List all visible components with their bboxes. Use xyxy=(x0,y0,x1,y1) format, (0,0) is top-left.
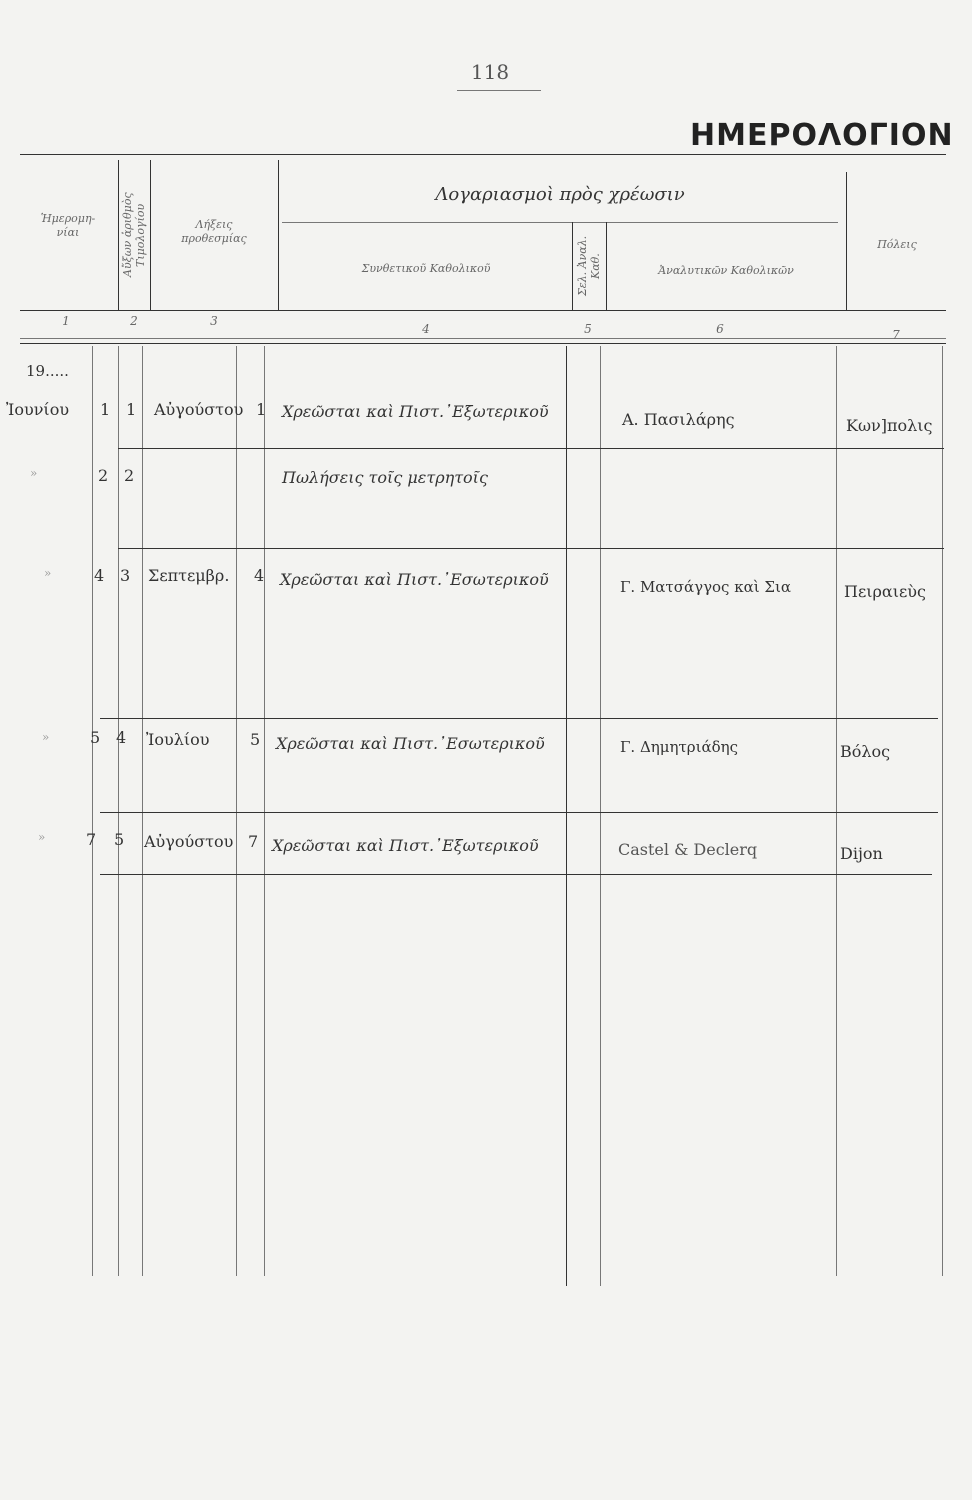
row-3-due-month: Σεπτεμβρ. xyxy=(148,566,230,585)
body-rule-i xyxy=(942,346,943,1276)
row-3-city: Πειραιεὺς xyxy=(844,582,926,601)
row-5-day: 7 xyxy=(86,830,97,849)
row-1-city: Κων]πολις xyxy=(846,416,933,435)
colnum-6: 6 xyxy=(716,322,724,336)
row-5-due-day: 7 xyxy=(248,832,259,851)
body-rule-b xyxy=(118,346,119,1276)
colnum-4: 4 xyxy=(422,322,430,336)
colnum-2: 2 xyxy=(130,314,138,328)
row-5-city: Dijon xyxy=(840,844,883,863)
row-5-invoice: 5 xyxy=(114,830,125,849)
row-5-month: » xyxy=(38,830,46,844)
body-rule-a xyxy=(92,346,93,1276)
col-rule-5 xyxy=(606,222,607,310)
header-analytic-ledger: Ἀναλυτικῶν Καθολικῶν xyxy=(658,264,794,277)
header-due-dates: Λήξεις προθεσμίας xyxy=(181,218,247,245)
colnum-bottom-rule xyxy=(20,338,946,339)
year-label: 19..... xyxy=(26,362,69,380)
header-debit-accounts: Λογαριασμοὶ πρὸς χρέωσιν xyxy=(435,184,685,205)
row-1-due-day: 1 xyxy=(256,400,267,419)
row-4-month: » xyxy=(42,730,50,744)
row-3-invoice: 3 xyxy=(120,566,131,585)
row-rule-4 xyxy=(100,812,938,813)
row-1-due-month: Αὐγούστου xyxy=(154,400,244,419)
row-3-due-day: 4 xyxy=(254,566,265,585)
header-bottom-rule xyxy=(20,310,946,311)
row-1-analytic: Α. Πασιλάρης xyxy=(622,410,735,429)
header-cities: Πόλεις xyxy=(877,238,917,251)
row-4-due-month: Ἰουλίου xyxy=(146,730,210,749)
colnum-7: 7 xyxy=(892,328,900,342)
col-rule-2 xyxy=(150,160,151,310)
row-4-account: Χρεῶσται καὶ Πιστ.᾿Εσωτερικοῦ xyxy=(276,734,545,753)
header-general-ledger: Συνθετικοῦ Καθολικοῦ xyxy=(361,262,491,275)
row-2-account: Πωλήσεις τοῖς μετρητοῖς xyxy=(282,468,488,487)
row-3-month: » xyxy=(44,566,52,580)
header-dates: Ἡμερομη- νίαι xyxy=(40,212,96,239)
row-rule-2 xyxy=(118,548,944,549)
col-rule-6 xyxy=(846,172,847,310)
row-3-account: Χρεῶσται καὶ Πιστ.᾿Εσωτερικοῦ xyxy=(280,570,549,589)
row-2-month: » xyxy=(30,466,38,480)
row-2-invoice: 2 xyxy=(124,466,135,485)
row-4-due-day: 5 xyxy=(250,730,261,749)
row-1-month: Ἰουνίου xyxy=(6,400,70,419)
colnum-3: 3 xyxy=(210,314,218,328)
row-4-analytic: Γ. Δημητριάδης xyxy=(620,738,739,756)
debit-accounts-rule xyxy=(282,222,838,223)
table-top-rule xyxy=(20,154,946,155)
row-2-day: 2 xyxy=(98,466,109,485)
row-rule-5 xyxy=(100,874,932,875)
col-rule-4 xyxy=(572,222,573,310)
body-rule-f xyxy=(566,346,567,1286)
row-3-day: 4 xyxy=(94,566,105,585)
row-4-day: 5 xyxy=(90,728,101,747)
page-number: 118 xyxy=(470,60,510,84)
header-ledger-no: Αὔξων ἀριθμὸς Τιμολογίου xyxy=(121,192,148,278)
page-number-rule xyxy=(457,90,541,91)
colnum-5: 5 xyxy=(584,322,592,336)
row-5-account: Χρεῶσται καὶ Πιστ.᾿Εξωτερικοῦ xyxy=(272,836,539,855)
header-ledger-page: Σελ. Ἀναλ. Καθ. xyxy=(576,235,603,297)
row-1-account: Χρεῶσται καὶ Πιστ.᾿Εξωτερικοῦ xyxy=(282,402,549,421)
row-rule-3 xyxy=(100,718,938,719)
row-4-city: Βόλος xyxy=(840,742,891,761)
row-5-analytic: Castel & Declerq xyxy=(618,840,758,859)
body-rule-c xyxy=(142,346,143,1276)
row-5-due-month: Αὐγούστου xyxy=(144,832,234,851)
ledger-title: ΗΜΕΡΟΛΟΓΙΟΝ xyxy=(690,118,954,153)
row-3-analytic: Γ. Ματσάγγος καὶ Σια xyxy=(620,578,791,596)
body-rule-d xyxy=(236,346,237,1276)
row-rule-1 xyxy=(118,448,944,449)
body-rule-e xyxy=(264,346,265,1276)
body-rule-h xyxy=(836,346,837,1276)
body-rule-g xyxy=(600,346,601,1286)
row-4-invoice: 4 xyxy=(116,728,127,747)
row-1-invoice: 1 xyxy=(126,400,137,419)
colnum-bottom-rule-2 xyxy=(20,343,946,344)
colnum-1: 1 xyxy=(62,314,70,328)
col-rule-1 xyxy=(118,160,119,310)
col-rule-3 xyxy=(278,160,279,310)
row-1-day: 1 xyxy=(100,400,111,419)
